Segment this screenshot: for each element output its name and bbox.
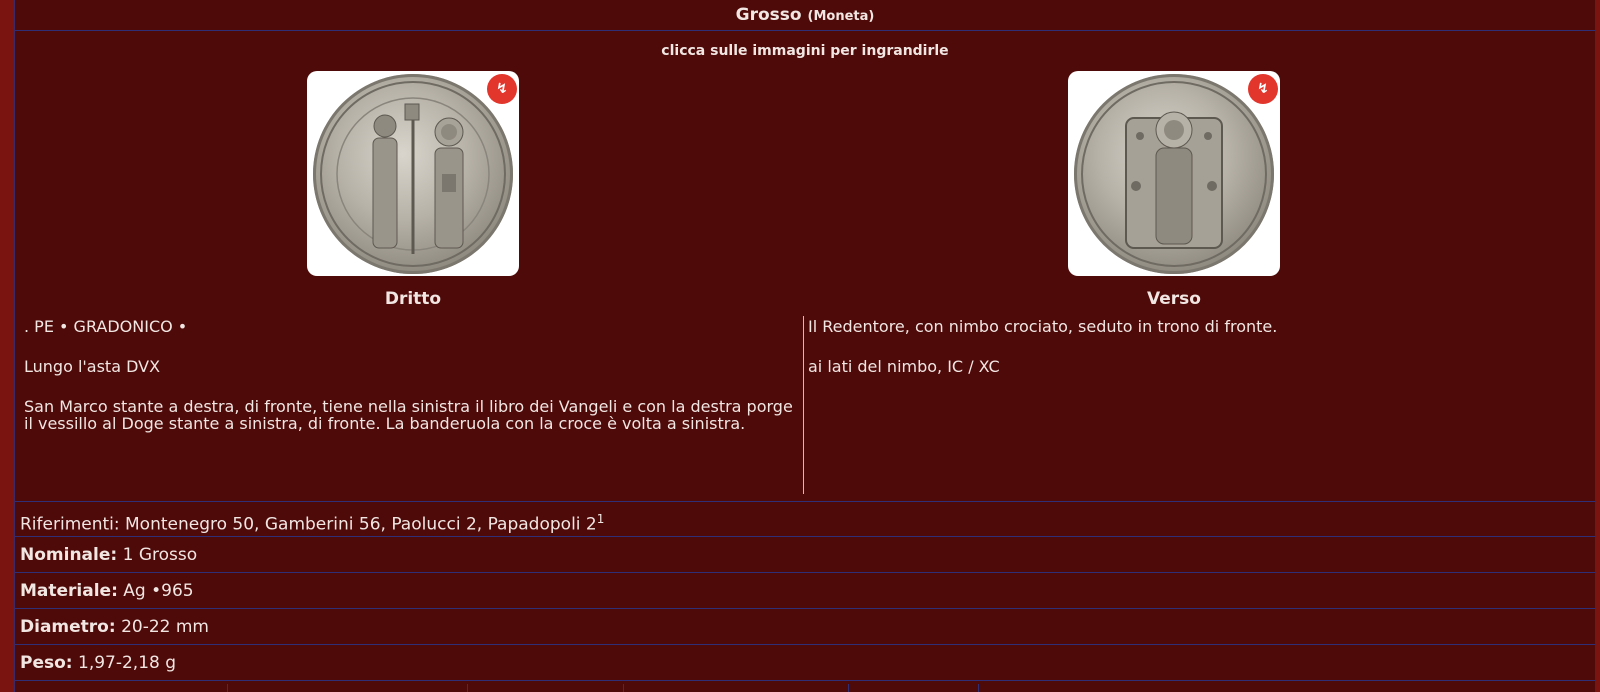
material-label: Materiale: xyxy=(20,581,118,601)
obverse-staff-legend: Lungo l'asta DVX xyxy=(24,357,161,376)
nominal-value: 1 Grosso xyxy=(122,545,198,565)
numista-logo-icon: ↯ xyxy=(1248,74,1278,104)
cell-divider xyxy=(467,684,468,692)
obverse-coin-picture xyxy=(313,74,513,274)
reverse-coin-picture xyxy=(1074,74,1274,274)
cell-divider xyxy=(978,684,979,692)
reverse-scene: Il Redentore, con nimbo crociato, seduto in trono di fronte. xyxy=(808,317,1278,336)
page-title: Grosso xyxy=(735,5,802,25)
title-row xyxy=(15,0,1595,31)
reverse-legend: ai lati del nimbo, IC / XC xyxy=(808,357,1000,376)
obverse-image[interactable] xyxy=(307,71,519,276)
cell-divider xyxy=(227,684,228,692)
references-value: Montenegro 50, Gamberini 56, Paolucci 2, Papadopoli 2 xyxy=(125,514,597,535)
material-value: Ag •965 xyxy=(123,581,194,601)
column-divider xyxy=(803,316,804,494)
obverse-description xyxy=(24,318,794,455)
reverse-description xyxy=(808,318,1588,398)
weight-label: Peso: xyxy=(20,653,73,673)
diameter-value: 20-22 mm xyxy=(121,617,209,637)
reverse-coin-art xyxy=(1074,74,1274,274)
reverse-label: Verso xyxy=(1147,289,1201,309)
weight-row xyxy=(15,646,1595,681)
footnote-link[interactable]: 1 xyxy=(596,512,605,526)
diameter-label: Diametro: xyxy=(20,617,116,637)
numista-logo-icon: ↯ xyxy=(487,74,517,104)
obverse-coin-art xyxy=(313,74,513,274)
obverse-legend: . PE • GRADONICO • xyxy=(24,317,188,336)
coin-detail-panel xyxy=(14,0,1595,692)
page-subtitle: (Moneta) xyxy=(807,9,875,24)
obverse-label: Dritto xyxy=(384,289,442,309)
coin-sides-row xyxy=(15,31,1595,502)
nominal-label: Nominale: xyxy=(20,545,118,565)
cell-divider xyxy=(848,684,849,692)
references-row xyxy=(15,502,1595,537)
weight-value: 1,97-2,18 g xyxy=(78,653,177,673)
references-label: Riferimenti: xyxy=(20,514,120,535)
diameter-row xyxy=(15,610,1595,645)
reverse-image[interactable] xyxy=(1068,71,1280,276)
next-table-row xyxy=(15,684,1595,692)
nominal-row xyxy=(15,538,1595,573)
cell-divider xyxy=(623,684,624,692)
obverse-scene: San Marco stante a destra, di fronte, tiene nella sinistra il libro dei Vangeli e con la destra porge il vessillo al Doge stante a sinistra, di fronte. La banderuola con la croce è volta a sinistra. xyxy=(24,397,793,433)
material-row xyxy=(15,574,1595,609)
enlarge-hint: clicca sulle immagini per ingrandirle xyxy=(661,43,949,59)
